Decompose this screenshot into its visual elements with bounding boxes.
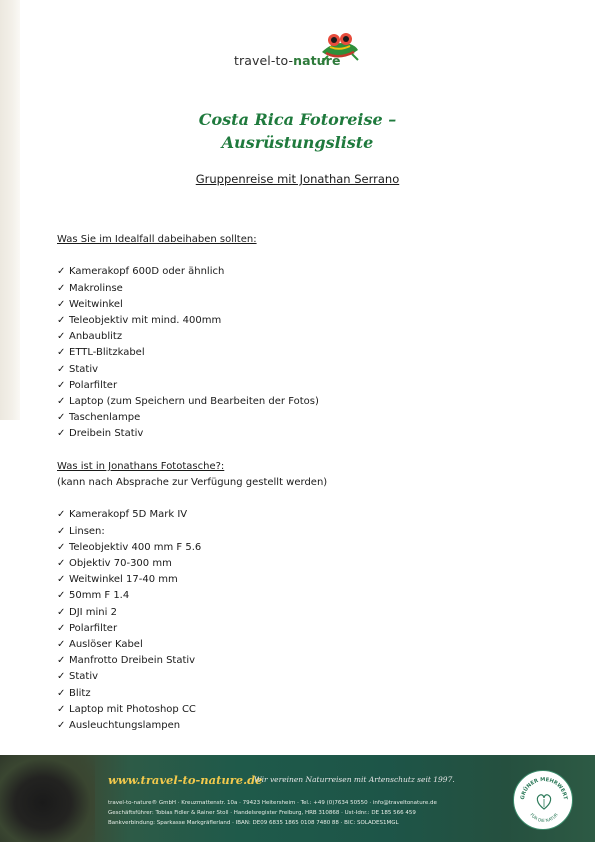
list-item-label: ETTL-Blitzkabel bbox=[69, 347, 145, 359]
checkmark-icon: ✓ bbox=[57, 347, 66, 359]
list-item bbox=[57, 653, 537, 669]
list-item bbox=[57, 313, 537, 329]
list-item-label: Stativ bbox=[69, 671, 99, 683]
spacer bbox=[57, 443, 537, 459]
list-item-label: 50mm F 1.4 bbox=[69, 590, 130, 602]
gorilla-photo bbox=[0, 755, 95, 842]
list-item bbox=[57, 669, 537, 685]
checkmark-icon: ✓ bbox=[57, 363, 66, 375]
footer-banner bbox=[0, 755, 595, 842]
checkmark-icon: ✓ bbox=[57, 298, 66, 310]
checkmark-icon: ✓ bbox=[57, 331, 66, 343]
list-item-label: Teleobjektiv 400 mm F 5.6 bbox=[69, 541, 202, 553]
list-item bbox=[57, 572, 537, 588]
title-line-1: Costa Rica Fotoreise – bbox=[198, 110, 397, 129]
document-title bbox=[0, 108, 595, 154]
checkmark-icon: ✓ bbox=[57, 282, 66, 294]
checkmark-icon: ✓ bbox=[57, 622, 66, 634]
list-item bbox=[57, 264, 537, 280]
list-item bbox=[57, 540, 537, 556]
checkmark-icon: ✓ bbox=[57, 639, 66, 651]
badge-top-text: GRÜNER MEHRWERT bbox=[519, 776, 568, 801]
list-item-label: Polarfilter bbox=[69, 379, 118, 391]
list-item-label: Kamerakopf 600D oder ähnlich bbox=[69, 266, 225, 278]
svg-text:FÜR DIE NATUR bbox=[529, 812, 559, 823]
checkmark-icon: ✓ bbox=[57, 590, 66, 602]
checkmark-icon: ✓ bbox=[57, 525, 66, 537]
list-item bbox=[57, 378, 537, 394]
list-item bbox=[57, 686, 537, 702]
badge-bottom-text: FÜR DIE NATUR bbox=[529, 812, 559, 824]
list-item-label: Anbaublitz bbox=[69, 331, 123, 343]
footer-slogan: Wir vereinen Naturreisen mit Artenschutz seit 1997. bbox=[254, 775, 455, 784]
list-item bbox=[57, 524, 537, 540]
travel-to-nature-logo bbox=[232, 30, 372, 74]
list-item-label: Manfrotto Dreibein Stativ bbox=[69, 655, 196, 667]
list-bag bbox=[57, 507, 537, 734]
list-item-label: Weitwinkel 17-40 mm bbox=[69, 574, 178, 586]
list-item-label: Auslöser Kabel bbox=[69, 639, 143, 651]
list-item-label: DJI mini 2 bbox=[69, 606, 117, 618]
checkmark-icon: ✓ bbox=[57, 428, 66, 440]
list-item bbox=[57, 507, 537, 523]
list-item-label: Weitwinkel bbox=[69, 298, 123, 310]
list-item-label: Makrolinse bbox=[69, 282, 123, 294]
list-item bbox=[57, 718, 537, 734]
list-item bbox=[57, 410, 537, 426]
list-item bbox=[57, 621, 537, 637]
list-item bbox=[57, 605, 537, 621]
document-subtitle: Gruppenreise mit Jonathan Serrano bbox=[195, 172, 400, 186]
checkmark-icon: ✓ bbox=[57, 606, 66, 618]
checkmark-icon: ✓ bbox=[57, 509, 66, 521]
checkmark-icon: ✓ bbox=[57, 703, 66, 715]
list-item-label: Laptop mit Photoshop CC bbox=[69, 703, 196, 715]
title-line-2: Ausrüstungsliste bbox=[221, 133, 374, 152]
list-item-label: Blitz bbox=[69, 687, 91, 699]
list-item-label: Kamerakopf 5D Mark IV bbox=[69, 509, 188, 521]
list-item-label: Objektiv 70-300 mm bbox=[69, 558, 172, 570]
list-item bbox=[57, 394, 537, 410]
list-item bbox=[57, 345, 537, 361]
checkmark-icon: ✓ bbox=[57, 412, 66, 424]
checkmark-icon: ✓ bbox=[57, 655, 66, 667]
list-item bbox=[57, 329, 537, 345]
footer-bank-line: Bankverbindung: Sparkasse Markgräflerland · IBAN: DE09 6835 1865 0108 7480 88 · BIC: SOLADES1MGL bbox=[108, 820, 399, 826]
list-item-label: Polarfilter bbox=[69, 622, 118, 634]
checkmark-icon: ✓ bbox=[57, 266, 66, 278]
list-item-label: Teleobjektiv mit mind. 400mm bbox=[69, 315, 222, 326]
spacer bbox=[57, 248, 537, 264]
left-background-strip bbox=[0, 0, 20, 420]
checkmark-icon: ✓ bbox=[57, 379, 66, 391]
list-item-label: Ausleuchtungslampen bbox=[69, 720, 181, 732]
checkmark-icon: ✓ bbox=[57, 687, 66, 699]
equipment-list bbox=[57, 232, 537, 734]
list-item bbox=[57, 297, 537, 313]
checkmark-icon: ✓ bbox=[57, 671, 66, 683]
footer-management-line: Geschäftsführer: Tobias Fidler & Rainer Stoll · Handelsregister Freiburg, HRB 310868 · Ust-Idnr.: DE 185 566 459 bbox=[108, 810, 416, 816]
list-item bbox=[57, 362, 537, 378]
footer-address-line: travel-to-nature® GmbH · Kreuzmattenstr. 10a · 79423 Heitersheim · Tel.: +49 (0)7634 50550 · info@traveltonature.de bbox=[108, 800, 437, 806]
logo-wordmark: travel-to-nature bbox=[234, 53, 341, 68]
list-item-label: Laptop (zum Speichern und Bearbeiten der Fotos) bbox=[69, 396, 319, 408]
checkmark-icon: ✓ bbox=[57, 541, 66, 553]
section-heading-bag: Was ist in Jonathans Fototasche?: bbox=[57, 460, 225, 472]
checkmark-icon: ✓ bbox=[57, 396, 66, 408]
section-heading-bring: Was Sie im Idealfall dabeihaben sollten: bbox=[57, 234, 257, 245]
list-item-label: Linsen: bbox=[69, 525, 105, 537]
list-item bbox=[57, 637, 537, 653]
section-note: (kann nach Absprache zur Verfügung gestellt werden) bbox=[57, 477, 328, 489]
list-item bbox=[57, 426, 537, 442]
list-item-label: Stativ bbox=[69, 363, 99, 375]
checkmark-icon: ✓ bbox=[57, 315, 66, 326]
gruener-mehrwert-badge bbox=[513, 770, 573, 830]
list-item bbox=[57, 588, 537, 604]
checkmark-icon: ✓ bbox=[57, 720, 66, 732]
list-item bbox=[57, 281, 537, 297]
list-item bbox=[57, 702, 537, 718]
list-item-label: Dreibein Stativ bbox=[69, 428, 144, 440]
list-bring bbox=[57, 264, 537, 442]
checkmark-icon: ✓ bbox=[57, 574, 66, 586]
checkmark-icon: ✓ bbox=[57, 558, 66, 570]
list-item bbox=[57, 556, 537, 572]
list-item-label: Taschenlampe bbox=[69, 412, 141, 424]
footer-website-link[interactable]: www.travel-to-nature.de bbox=[108, 773, 263, 787]
spacer bbox=[57, 491, 537, 507]
